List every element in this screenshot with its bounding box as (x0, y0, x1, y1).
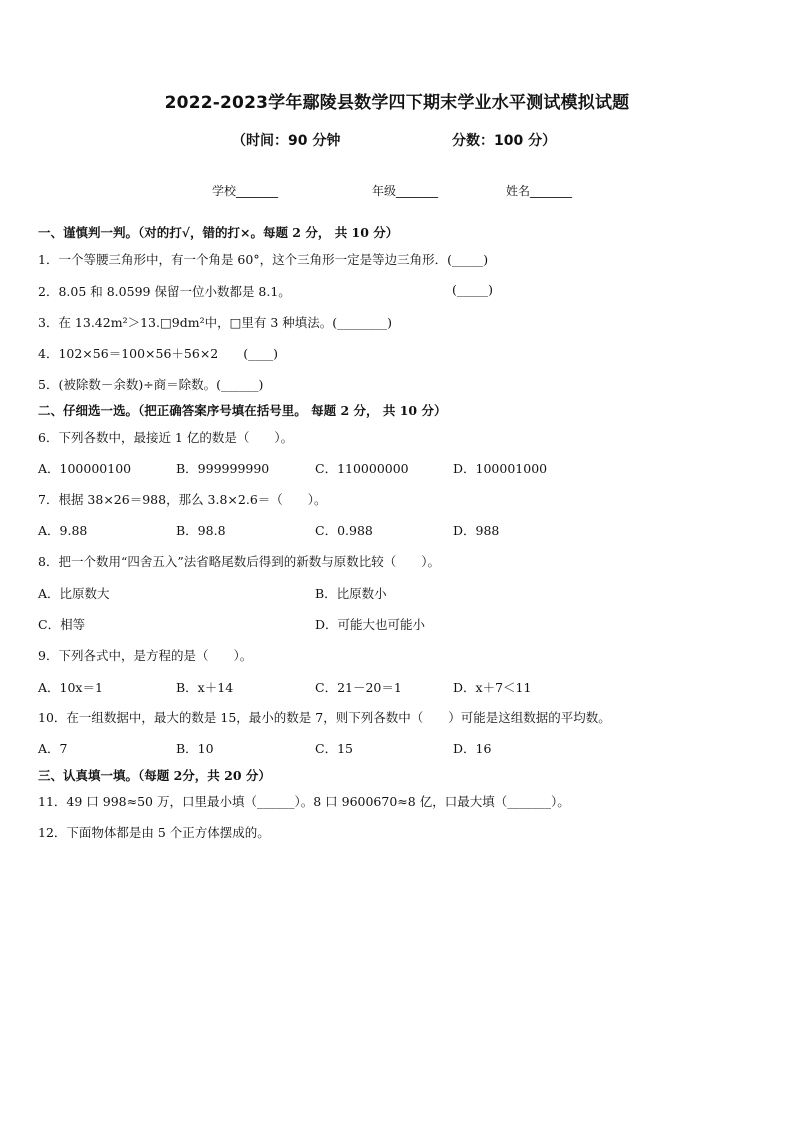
name-field[interactable]: 姓名_______ (506, 184, 573, 198)
total-score: 分数：100 分） (452, 133, 557, 149)
question-9: 9．下列各式中，是方程的是（ ）。 (38, 648, 253, 663)
question-12: 12．下面物体都是由 5 个正方体摆成的。 (38, 825, 270, 840)
question-2: 2．8.05 和 8.0599 保留一位小数都是 8.1。 (38, 284, 291, 299)
exam-info (0, 130, 794, 150)
q6-option-a[interactable]: A．100000100 (38, 461, 132, 476)
time-limit: （时间：90 分钟 (232, 133, 341, 149)
student-info-fields (0, 182, 794, 202)
q10-option-a[interactable]: A．7 (38, 741, 68, 756)
q9-option-a[interactable]: A．10x＝1 (38, 680, 103, 695)
q8-option-a[interactable]: A．比原数大 (38, 586, 110, 601)
question-11: 11．49 口 998≈50 万，口里最小填（______）。8 口 9600670≈8 亿，口最大填（_______）。 (38, 794, 570, 809)
q7-option-a[interactable]: A．9.88 (38, 523, 88, 538)
q10-option-b[interactable]: B．10 (176, 741, 214, 756)
q7-option-d[interactable]: D．988 (453, 523, 500, 538)
section-2-heading: 二、仔细选一选。（把正确答案序号填在括号里。 每题 2 分， 共 10 分） (38, 403, 447, 418)
q8-option-d[interactable]: D．可能大也可能小 (315, 617, 426, 632)
question-2-blank[interactable]: (_____) (452, 282, 494, 297)
q6-option-c[interactable]: C．110000000 (315, 461, 409, 476)
question-10: 10．在一组数据中，最大的数是 15，最小的数是 7，则下列各数中（ ）可能是这组数据的平均数。 (38, 710, 611, 725)
question-6: 6．下列各数中，最接近 1 亿的数是（ ）。 (38, 430, 294, 445)
section-3-heading: 三、认真填一填。（每题 2分，共 20 分） (38, 768, 271, 783)
question-3: 3．在 13.42m²＞13.□9dm²中，□里有 3 种填法。(________) (38, 315, 393, 330)
school-field[interactable]: 学校_______ (212, 184, 279, 198)
q9-option-b[interactable]: B．x＋14 (176, 680, 234, 695)
q6-option-d[interactable]: D．100001000 (453, 461, 548, 476)
q6-option-b[interactable]: B．999999990 (176, 461, 270, 476)
q8-option-c[interactable]: C．相等 (38, 617, 86, 632)
question-4: 4．102×56＝100×56＋56×2 (____) (38, 346, 279, 361)
question-5: 5．(被除数－余数)÷商＝除数。(______) (38, 377, 264, 392)
question-1: 1．一个等腰三角形中，有一个角是 60°，这个三角形一定是等边三角形．(_____) (38, 252, 489, 267)
q9-option-c[interactable]: C．21－20＝1 (315, 680, 402, 695)
exam-title: 2022-2023学年鄢陵县数学四下期末学业水平测试模拟试题 (164, 93, 630, 113)
q10-option-c[interactable]: C．15 (315, 741, 353, 756)
q10-option-d[interactable]: D．16 (453, 741, 492, 756)
q7-option-b[interactable]: B．98.8 (176, 523, 226, 538)
section-1-heading: 一、谨慎判一判。（对的打√，错的打×。每题 2 分， 共 10 分） (38, 225, 399, 240)
grade-field[interactable]: 年级_______ (372, 184, 439, 198)
q9-option-d[interactable]: D．x＋7＜11 (453, 680, 532, 695)
question-8: 8．把一个数用“四舍五入”法省略尾数后得到的新数与原数比较（ ）。 (38, 554, 440, 569)
q8-option-b[interactable]: B．比原数小 (315, 586, 387, 601)
question-7: 7．根据 38×26＝988，那么 3.8×2.6＝（ ）。 (38, 492, 327, 507)
q7-option-c[interactable]: C．0.988 (315, 523, 373, 538)
